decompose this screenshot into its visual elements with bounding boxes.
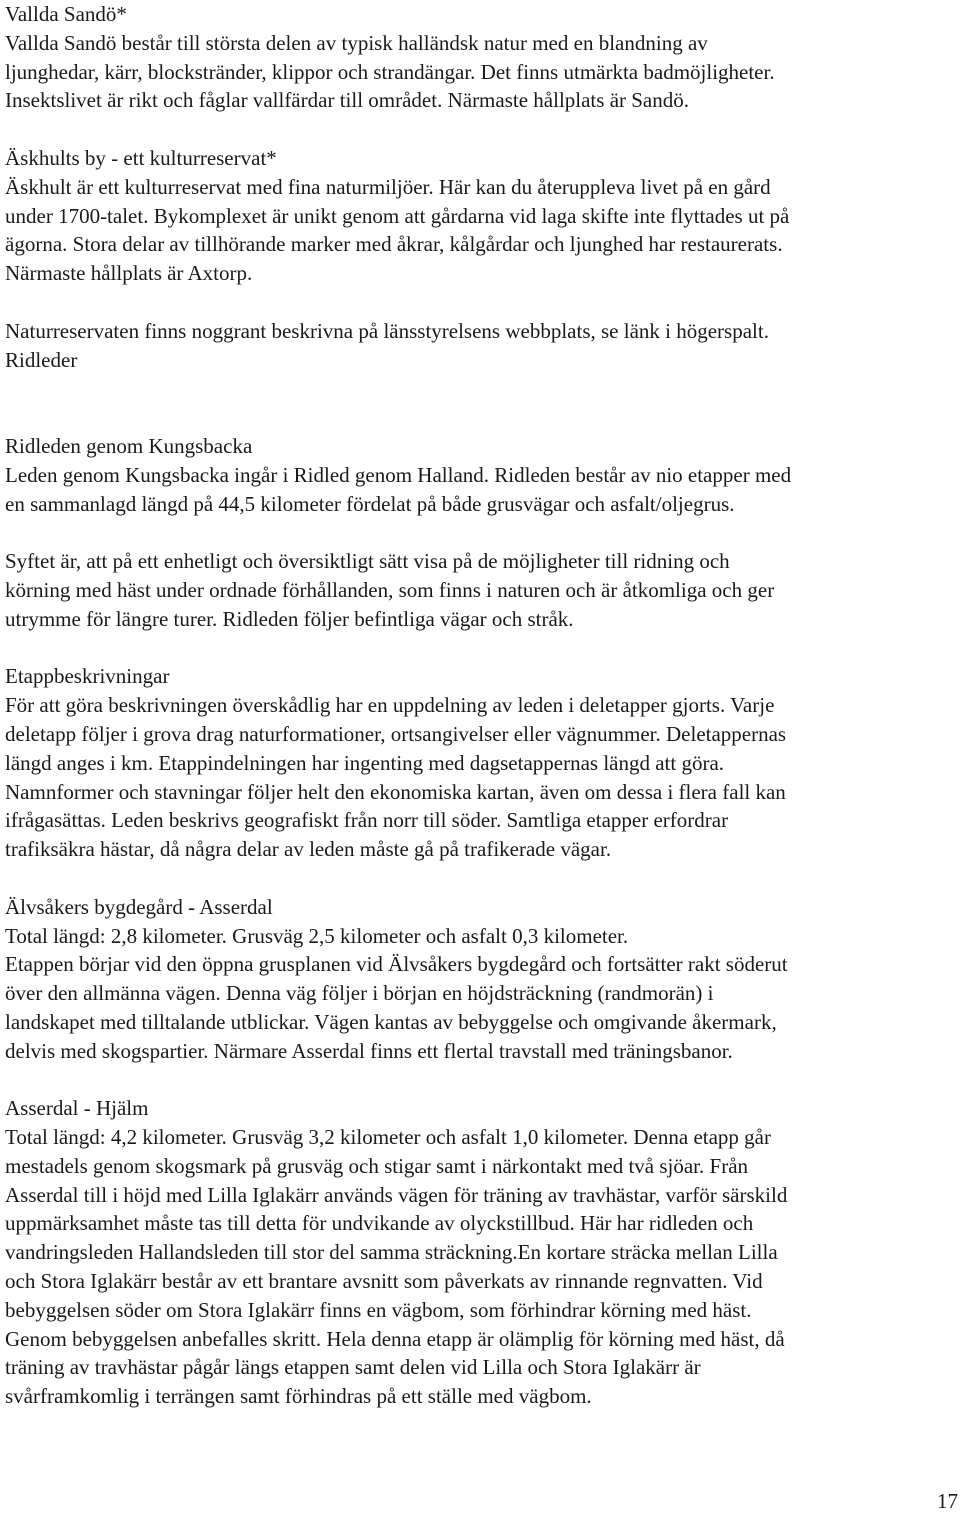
heading-ridleden-genom-kungsbacka: Ridleden genom Kungsbacka xyxy=(5,433,253,458)
text-line: Genom bebyggelsen anbefalles skritt. Hela denna etapp är olämplig för körning med häst, då xyxy=(5,1326,785,1351)
paragraph-gap xyxy=(5,518,955,547)
text-line: Syftet är, att på ett enhetligt och översiktligt sätt visa på de möjligheter till ridning och xyxy=(5,549,730,574)
text-line: ljunghedar, kärr, blockstränder, klippor och strandängar. Det finns utmärkta badmöjligheter. xyxy=(5,59,775,84)
document-page xyxy=(5,0,955,1411)
text-line: Total längd: 2,8 kilometer. Grusväg 2,5 kilometer och asfalt 0,3 kilometer. xyxy=(5,923,629,948)
text-line: och Stora Iglakärr består av ett brantare avsnitt som påverkats av rinnande regnvatten. Vid xyxy=(5,1269,763,1294)
text-line: deletapp följer i grova drag naturformationer, ortsangivelser eller vägnummer. Deletappernas xyxy=(5,721,787,746)
text-line: Leden genom Kungsbacka ingår i Ridled genom Halland. Ridleden består av nio etapper med xyxy=(5,462,792,487)
heading-etappbeskrivningar: Etappbeskrivningar xyxy=(5,664,170,689)
text-line: Etappen börjar vid den öppna grusplanen vid Älvsåkers bygdegård och fortsätter rakt söderut xyxy=(5,952,788,977)
heading-askhults-by: Äskhults by - ett kulturreservat* xyxy=(5,145,277,170)
text-line: uppmärksamhet måste tas till detta för undvikande av olyckstillbud. Här har ridleden och xyxy=(5,1211,754,1236)
heading-alvsakers-bygdegard-asserdal: Älvsåkers bygdegård - Asserdal xyxy=(5,894,273,919)
text-line: mestadels genom skogsmark på grusväg och stigar samt i närkontakt med två sjöar. Från xyxy=(5,1153,749,1178)
paragraph-gap xyxy=(5,1065,955,1094)
text-line: Insektslivet är rikt och fåglar vallfärdar till området. Närmaste hållplats är Sandö. xyxy=(5,88,690,113)
text-line: ägorna. Stora delar av tillhörande marker med åkrar, kålgårdar och ljunghed har restaurerats. xyxy=(5,232,783,257)
text-line: körning med häst under ordnade förhållanden, som finns i naturen och är åtkomliga och ger xyxy=(5,577,775,602)
text-line: landskapet med tilltalande utblickar. Vägen kantas av bebyggelse och omgivande åkermark, xyxy=(5,1009,777,1034)
text-line: en sammanlagd längd på 44,5 kilometer fördelat på både grusvägar och asfalt/oljegrus. xyxy=(5,491,735,516)
text-line: Total längd: 4,2 kilometer. Grusväg 3,2 kilometer och asfalt 1,0 kilometer. Denna etapp går xyxy=(5,1125,771,1150)
text-line: utrymme för längre turer. Ridleden följer befintliga vägar och stråk. xyxy=(5,606,574,631)
text-line: över den allmänna vägen. Denna väg följer i början en höjdsträckning (randmorän) i xyxy=(5,981,714,1006)
page-number: 17 xyxy=(937,1489,958,1513)
paragraph-gap xyxy=(5,864,955,893)
text-line: bebyggelsen söder om Stora Iglakärr finns en vägbom, som förhindrar körning med häst. xyxy=(5,1297,752,1322)
text-line: Vallda Sandö består till största delen av typisk halländsk natur med en blandning av xyxy=(5,30,708,55)
text-line: Naturreservaten finns noggrant beskrivna på länsstyrelsens webbplats, se länk i högerspalt. xyxy=(5,318,769,343)
text-line: vandringsleden Hallandsleden till stor del samma sträckning.En kortare sträcka mellan Lilla xyxy=(5,1240,778,1265)
heading-asserdal-hjalm: Asserdal - Hjälm xyxy=(5,1096,149,1121)
paragraph-gap xyxy=(5,288,955,317)
heading-ridleder: Ridleder xyxy=(5,347,78,372)
text-line: ifrågasättas. Leden beskrivs geografiskt från norr till söder. Samtliga etapper erfordrar xyxy=(5,808,729,833)
text-line: Namnformer och stavningar följer helt den ekonomiska kartan, även om dessa i flera fall kan xyxy=(5,779,786,804)
text-line: Äskhult är ett kulturreservat med fina naturmiljöer. Här kan du återuppleva livet på en gård xyxy=(5,174,771,199)
text-line: delvis med skogspartier. Närmare Asserdal finns ett flertal travstall med träningsbanor. xyxy=(5,1038,733,1063)
paragraph-gap xyxy=(5,634,955,663)
text-line: under 1700-talet. Bykomplexet är unikt genom att gårdarna vid laga skifte inte flyttades ut på xyxy=(5,203,790,228)
text-line: För att göra beskrivningen överskådlig har en uppdelning av leden i deletapper gjorts. Varje xyxy=(5,693,775,718)
text-line: trafiksäkra hästar, då några delar av leden måste gå på trafikerade vägar. xyxy=(5,837,612,862)
paragraph-gap xyxy=(5,374,955,432)
text-line: Närmaste hållplats är Axtorp. xyxy=(5,261,253,286)
heading-vallda-sando: Vallda Sandö* xyxy=(5,2,127,26)
text-line: träning av travhästar pågår längs etappen samt delen vid Lilla och Stora Iglakärr är xyxy=(5,1355,701,1380)
text-line: längd anges i km. Etappindelningen har ingenting med dagsetappernas längd att göra. xyxy=(5,750,725,775)
text-line: svårframkomlig i terrängen samt förhindras på ett ställe med vägbom. xyxy=(5,1384,592,1409)
paragraph-gap xyxy=(5,115,955,144)
text-line: Asserdal till i höjd med Lilla Iglakärr används vägen för träning av travhästar, varför särskild xyxy=(5,1182,788,1207)
